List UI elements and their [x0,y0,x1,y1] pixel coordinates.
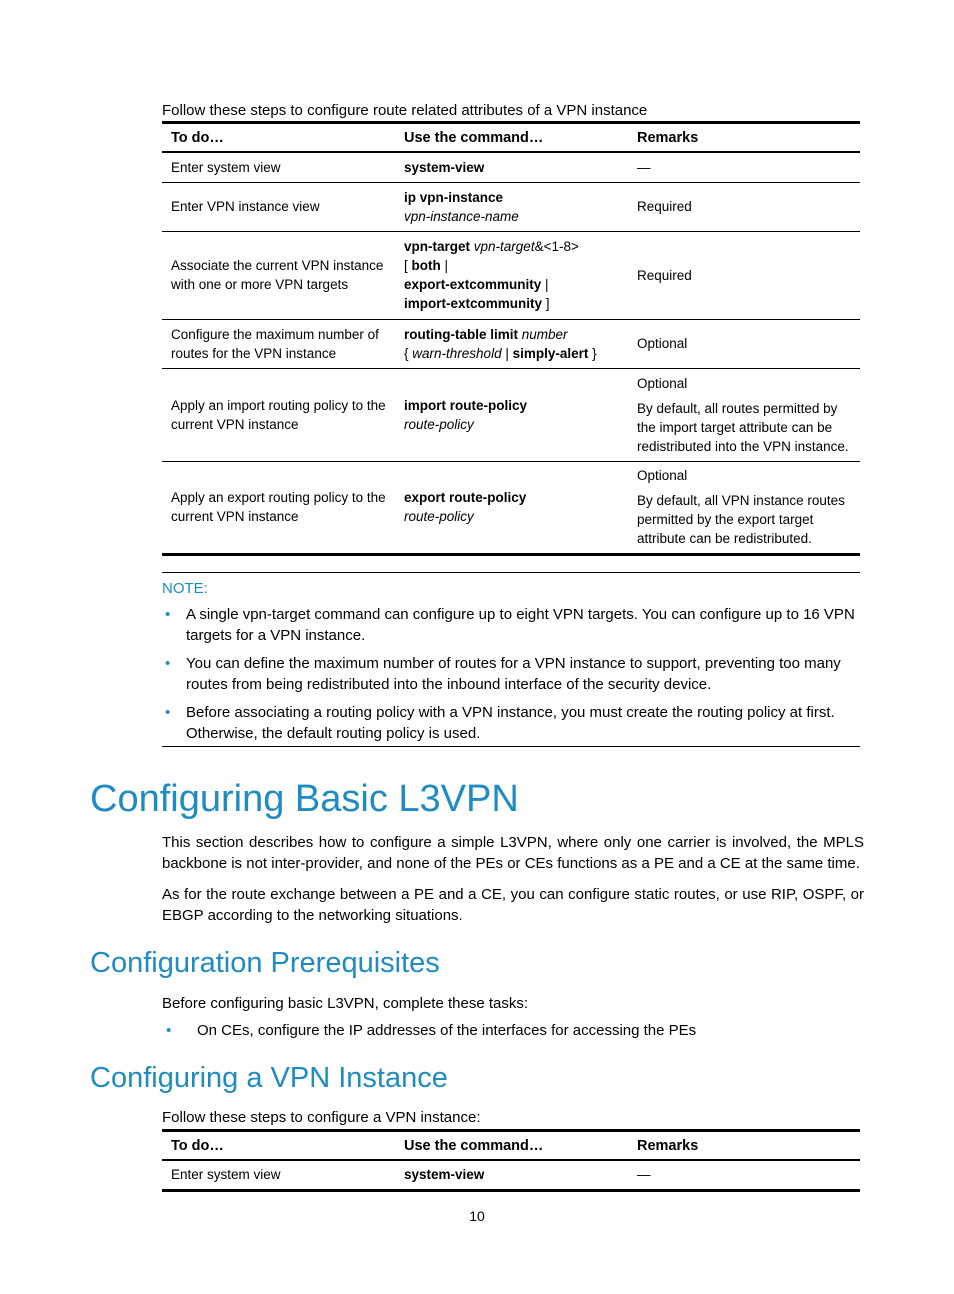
section1-paragraph-1: This section describes how to configure a simple L3VPN, where only one carrier is involved, the MPLS backbone is not inter-provider, and none of the PEs or CEs functions as a PE and a CE at the same time. [162,834,864,872]
cell-command [395,1160,628,1190]
cell-todo: Enter system view [162,1160,395,1190]
note-item [162,653,860,695]
command-keyword: import route-policy [404,397,528,413]
command-keyword: import-extcommunity [404,296,543,311]
prerequisites-list [162,1020,864,1041]
note-text: You can define the maximum number of routes for a VPN instance to support, preventing too many routes from being redistributed into the inbound interface of the security device. [186,655,841,693]
section-title-basic-l3vpn: Configuring Basic L3VPN [90,778,519,820]
command-keyword: export route-policy [404,490,527,505]
cell-remarks: Required [628,231,860,319]
section2-paragraph: Before configuring basic L3VPN, complete these tasks: [162,995,529,1012]
cell-command [395,152,628,182]
table-row [162,1160,860,1190]
cell-remarks: Required [628,182,860,231]
page-number: 10 [469,1208,485,1224]
command-argument: route-policy [404,509,474,524]
cell-todo: Enter VPN instance view [162,182,395,231]
separator: | [444,258,449,273]
command-argument: vpn-instance-name [404,208,519,224]
command-keyword: vpn-target [404,239,471,254]
header-todo: To do… [162,1131,395,1161]
section-title-prerequisites: Configuration Prerequisites [90,947,440,979]
bullet-icon: • [165,655,171,672]
cell-command [395,368,628,461]
list-item-text: On CEs, configure the IP addresses of the interfaces for accessing the PEs [197,1022,697,1039]
note-text: A single [186,606,243,623]
separator: | [545,277,549,292]
command-argument: number [521,326,568,342]
cell-command [395,319,628,368]
vpn-instance-table [162,1129,860,1192]
remark-detail: By default, all routes permitted by the import target attribute can be redistributed into the VPN instance. [637,400,849,454]
cell-remarks: — [628,152,860,182]
cell-remarks: — [628,1160,860,1190]
table-header-row [162,1131,860,1161]
section-title-vpn-instance: Configuring a VPN Instance [90,1062,448,1094]
header-command: Use the command… [395,1131,628,1161]
header-remarks: Remarks [628,123,860,153]
table-row [162,368,860,461]
table-row [162,152,860,182]
command-keyword: simply-alert [512,345,589,361]
cell-command [395,231,628,319]
remark-requirement: Optional [637,375,688,391]
cell-remarks [628,368,860,461]
command-keyword: both [411,258,441,273]
separator: | [505,345,509,361]
bullet-icon: • [166,1022,172,1039]
cell-command [395,182,628,231]
table1-intro: Follow these steps to configure route related attributes of a VPN instance [162,102,648,119]
section1-paragraph-2: As for the route exchange between a PE and a CE, you can configure static routes, or use RIP, OSPF, or EBGP according to the networking situations. [162,886,864,924]
command-keyword: system-view [404,1167,485,1183]
command-argument: route-policy [404,416,474,432]
command-argument: warn-threshold [412,345,502,361]
table-row [162,231,860,319]
route-attributes-table [162,121,860,556]
note-list [162,604,860,744]
table-row [162,319,860,368]
cell-remarks: Optional [628,319,860,368]
command-keyword: routing-table limit [404,326,518,342]
bullet-icon: • [165,606,171,623]
command-keyword: export-extcommunity [404,277,542,292]
bracket-open: [ [404,258,408,273]
bracket-close: ] [545,296,550,311]
command-argument: vpn-target [473,239,535,254]
remark-detail: By default, all VPN instance routes permitted by the export target attribute can be redistributed. [637,493,845,546]
header-todo: To do… [162,123,395,153]
cell-command [395,461,628,554]
header-command: Use the command… [395,123,628,153]
cell-todo: Apply an export routing policy to the current VPN instance [162,461,395,554]
note-box [162,572,860,747]
note-label: NOTE: [162,580,208,597]
remark-requirement: Optional [637,468,688,483]
cell-todo: Associate the current VPN instance with one or more VPN targets [162,231,395,319]
cell-todo: Configure the maximum number of routes for the VPN instance [162,319,395,368]
cell-todo: Apply an import routing policy to the current VPN instance [162,368,395,461]
cell-todo: Enter system view [162,152,395,182]
cell-remarks [628,461,860,554]
command-keyword: ip vpn-instance [404,189,504,205]
brace-open: { [404,345,409,361]
command-keyword: system-view [404,159,485,175]
bullet-icon: • [165,704,171,721]
command-range: &<1-8> [534,239,579,254]
note-item [162,702,860,744]
note-keyword: vpn-target [242,606,311,623]
note-text: command can configure up to eight VPN targets. You can configure up to 16 VPN targets for a VPN instance. [186,606,855,644]
table-header-row [162,123,860,153]
list-item [162,1020,864,1041]
brace-close: } [592,345,597,361]
table2-intro: Follow these steps to configure a VPN instance: [162,1109,481,1126]
header-remarks: Remarks [628,1131,860,1161]
table-row [162,461,860,554]
table-row [162,182,860,231]
note-text: Before associating a routing policy with a VPN instance, you must create the routing policy at first. Otherwise, the default routing policy is used. [186,704,835,742]
note-item [162,604,860,646]
